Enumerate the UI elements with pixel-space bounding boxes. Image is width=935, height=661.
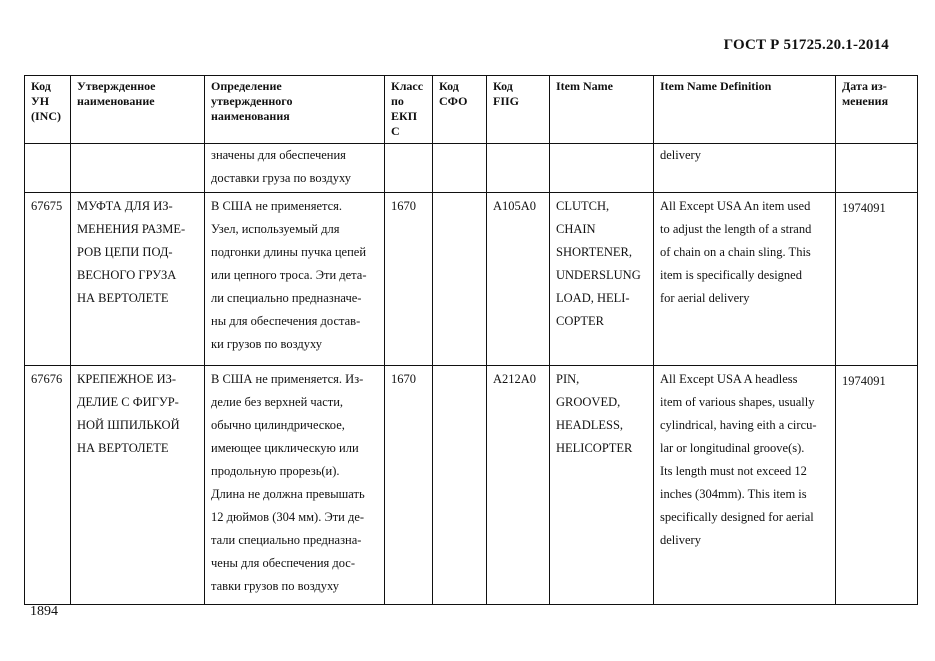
cell-sfo [433,193,487,366]
cell-fiig [487,144,550,193]
cell-item-name [550,144,654,193]
header-inc: Код УН (INC) [25,76,71,144]
cell-fiig: A212A0 [487,366,550,605]
cell-class [385,144,433,193]
document-code: ГОСТ Р 51725.20.1-2014 [723,37,889,53]
header-change-date: Дата из- менения [836,76,918,144]
cell-definition: В США не применяется. Узел, используемый для подгонки длины пучка цепей или цепного троса. Эти дета- ли специально предназначе- ны для обеспечения достав- ки грузов по воздуху [205,193,385,366]
cell-name [71,144,205,193]
table-row [25,193,918,366]
cell-definition: значены для обеспечения доставки груза по воздуху [205,144,385,193]
table-row [25,144,918,193]
header-fiig: Код FIIG [487,76,550,144]
header-definition: Определение утвержденного наименования [205,76,385,144]
cell-name: МУФТА ДЛЯ ИЗ- МЕНЕНИЯ РАЗМЕ- РОВ ЦЕПИ ПОД- ВЕСНОГО ГРУЗА НА ВЕРТОЛЕТЕ [71,193,205,366]
cell-class: 1670 [385,366,433,605]
cell-name: КРЕПЕЖНОЕ ИЗ- ДЕЛИЕ С ФИГУР- НОЙ ШПИЛЬКОЙ НА ВЕРТОЛЕТЕ [71,366,205,605]
header-class: Класс по ЕКП С [385,76,433,144]
cell-item-name: CLUTCH, CHAIN SHORTENER, UNDERSLUNG LOAD, HELI- COPTER [550,193,654,366]
cell-sfo [433,144,487,193]
cell-fiig: A105A0 [487,193,550,366]
cell-date: 1974091 [836,366,918,605]
cell-inc [25,144,71,193]
cell-inc: 67675 [25,193,71,366]
header-row [25,76,918,144]
cell-sfo [433,366,487,605]
page-number: 1894 [30,604,58,619]
cell-date: 1974091 [836,193,918,366]
cell-class: 1670 [385,193,433,366]
header-approved-name: Утвержденное наименование [71,76,205,144]
catalog-table [24,75,918,605]
cell-item-name: PIN, GROOVED, HEADLESS, HELICOPTER [550,366,654,605]
header-item-name: Item Name [550,76,654,144]
cell-item-definition: delivery [654,144,836,193]
cell-item-definition: All Except USA A headless item of various shapes, usually cylindrical, having eith a circu- lar or longitudinal groove(s). Its length must not exceed 12 inches (304mm). This item is specifically designed for aerial delivery [654,366,836,605]
header-item-name-definition: Item Name Definition [654,76,836,144]
header-sfo: Код СФО [433,76,487,144]
cell-inc: 67676 [25,366,71,605]
cell-definition: В США не применяется. Из- делие без верхней части, обычно цилиндрическое, имеющее циклическую или продольную прорезь(и). Длина не должна превышать 12 дюймов (304 мм). Эти де- тали специально предназна- чены для обеспечения дос- тавки грузов по воздуху [205,366,385,605]
cell-date [836,144,918,193]
table-row [25,366,918,605]
cell-item-definition: All Except USA An item used to adjust the length of a strand of chain on a chain sling. This item is specifically designed for aerial delivery [654,193,836,366]
